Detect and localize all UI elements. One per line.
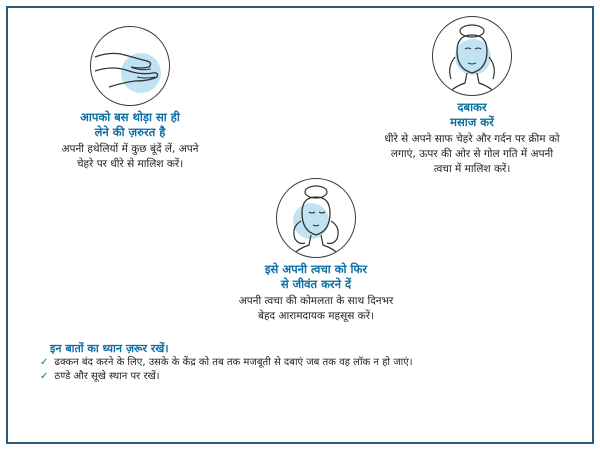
- step-2-title: दबाकर मसाज करें: [450, 100, 494, 129]
- step-1: [30, 26, 230, 172]
- list-item: ✓ ढक्कन बंद करने के लिए, उसके के केंद्र को तब तक मजबूती से दबाएं जब तक वह लॉक न हो जाएं।: [40, 357, 413, 368]
- step-3: [196, 178, 436, 324]
- step-1-description: अपनी हथेलियों में कुछ बूंदें लें, अपने चेहरे पर धीरे से मालिश करें।: [61, 143, 199, 170]
- step-1-title: आपको बस थोड़ा सा ही लेने की ज़रुरत है: [80, 110, 180, 139]
- step-3-description: अपनी त्वचा की कोमलता के साथ दिनभर बेहद आरामदायक महसूस करें।: [238, 295, 394, 322]
- tips-list: [40, 356, 413, 384]
- step-2: [352, 16, 592, 177]
- hands-applying-cream-icon: [90, 26, 170, 106]
- face-touch-icon: [276, 178, 356, 258]
- checkmark-icon: ✓: [40, 357, 49, 368]
- face-massage-icon: [432, 16, 512, 96]
- tips-title: इन बातों का ध्यान ज़रूर रखें।: [50, 342, 169, 355]
- step-2-description: धीरे से अपने साफ चेहरे और गर्दन पर क्रीम को लगाएं, ऊपर की ओर से गोल गति में अपनी त्वचा में मालिश करें।: [384, 133, 560, 175]
- step-3-title: इसे अपनी त्वचा को फिर से जीवंत करने दें: [264, 262, 368, 291]
- list-item: ✓ ठण्डे और सूखे स्थान पर रखें।: [40, 371, 160, 382]
- checkmark-icon: ✓: [40, 371, 49, 382]
